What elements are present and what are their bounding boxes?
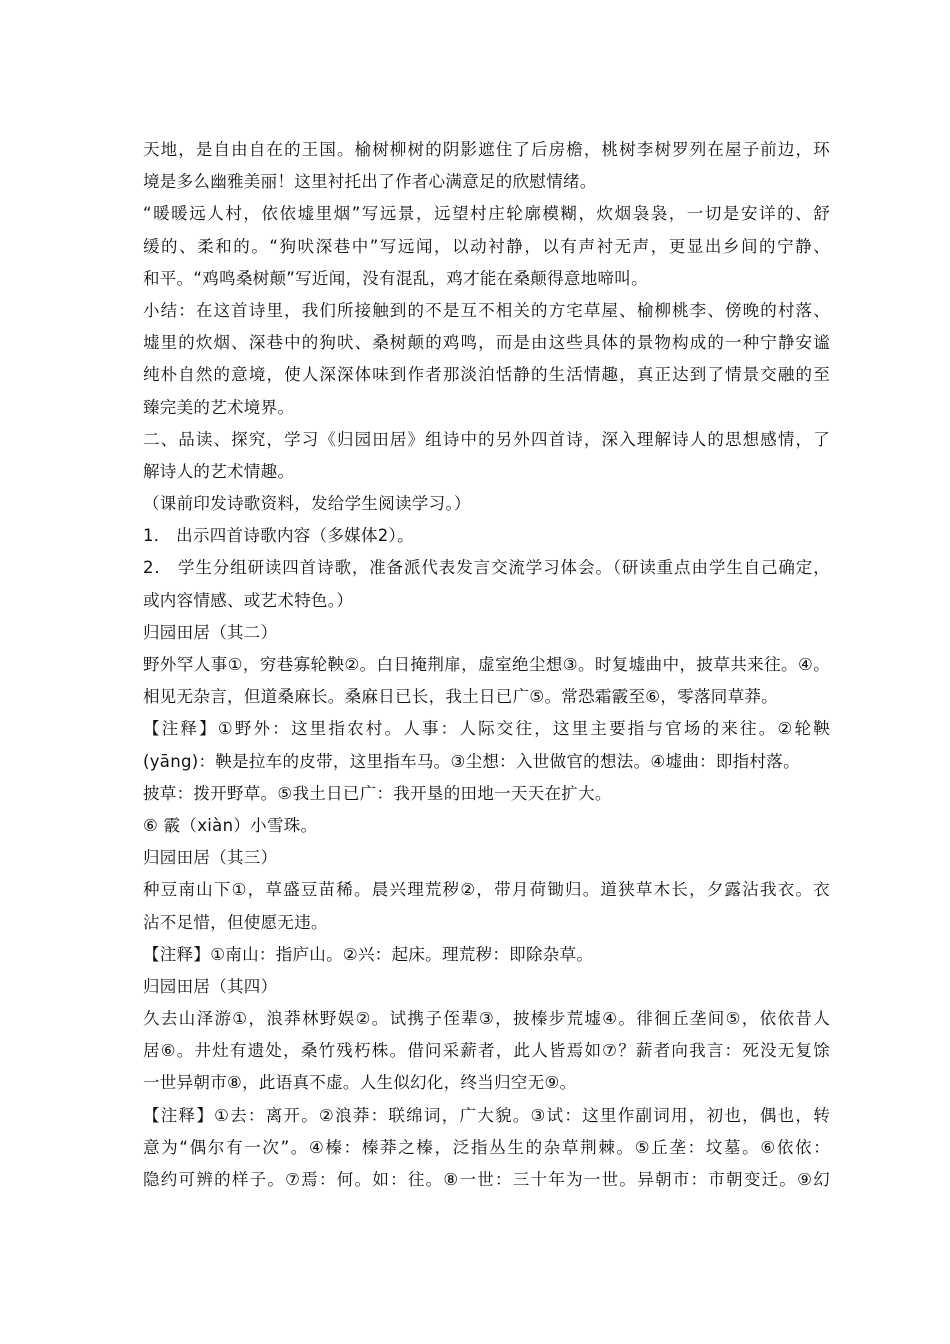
text-line: 野外罕人事①，穷巷寡轮鞅②。白日掩荆扉，虚室绝尘想③。时复墟曲中，披草共来往。④。: [143, 655, 830, 674]
text-line: 【注释】①南山：指庐山。②兴：起床。理荒秽：即除杂草。: [143, 944, 594, 964]
text-line: 披草：拨开野草。⑤我土日已广：我开垦的田地一天天在扩大。: [143, 783, 612, 803]
text-line: 【注释】①去：离开。②浪莽：联绵词，广大貌。③试：这里作副词用，初也，偶也，转: [143, 1105, 830, 1125]
text-line: 相见无杂言，但道桑麻长。桑麻日已长，我土日已广⑤。常恐霜霰至⑥，零落同草莽。: [143, 687, 778, 707]
text-line: 归园田居（其四）: [143, 976, 278, 996]
text-line: 解诗人的艺术情趣。: [143, 461, 295, 481]
text-line: 缓的、柔和的。“狗吠深巷中”写远闻，以动衬静，以有声衬无声，更显出乡间的宁静、: [143, 236, 830, 256]
text-line: 和平。“鸡鸣桑树颠”写近闻，没有混乱，鸡才能在桑颠得意地啼叫。: [143, 268, 648, 288]
text-line: 小结：在这首诗里，我们所接触到的不是互不相关的方宅草屋、榆柳桃李、傍晚的村落、: [143, 300, 830, 320]
text-line: 种豆南山下①，草盛豆苗稀。晨兴理荒秽②，带月荷锄归。道狭草木长，夕露沾我衣。衣: [143, 880, 830, 900]
text-line: 意为“偶尔有一次”。④榛：榛莽之榛，泛指丛生的杂草荆棘。⑤丘垄：坟墓。⑥依依：: [143, 1137, 830, 1157]
text-line: 隐约可辨的样子。⑦焉：何。如：往。⑧一世：三十年为一世。异朝市：市朝变迁。⑨幻: [143, 1170, 830, 1189]
text-line: 一世异朝市⑧，此语真不虚。人生似幻化，终当归空无⑨。: [143, 1073, 577, 1093]
text-line: 归园田居（其三）: [143, 848, 278, 868]
text-line: 1． 出示四首诗歌内容（多媒体2）。: [143, 526, 414, 546]
text-line: （课前印发诗歌资料，发给学生阅读学习。）: [143, 494, 471, 514]
text-line: 沾不足惜，但使愿无违。: [143, 912, 328, 932]
text-line: 墟里的炊烟、深巷中的狗吠、桑树颠的鸡鸣，而是由这些具体的景物构成的一种宁静安谧: [143, 333, 830, 353]
text-line: 境是多么幽雅美丽！这里衬托出了作者心满意足的欣慰情绪。: [143, 172, 597, 192]
text-line: ⑥ 霰（xiàn）小雪珠。: [143, 815, 318, 835]
text-line: “暖暖远人村，依依墟里烟”写远景，远望村庄轮廓模糊，炊烟袅袅，一切是安详的、舒: [143, 204, 830, 224]
text-line: 2． 学生分组研读四首诗歌，准备派代表发言交流学习体会。（研读重点由学生自己确定，: [143, 558, 830, 578]
text-line: 纯朴自然的意境，使人深深体味到作者那淡泊恬静的生活情趣，真正达到了情景交融的至: [143, 365, 830, 385]
text-line: 臻完美的艺术境界。: [143, 397, 295, 417]
text-line: 二、品读、探究，学习《归园田居》组诗中的另外四首诗，深入理解诗人的思想感情，了: [143, 429, 830, 449]
text-line: 天地，是自由自在的王国。榆树柳树的阴影遮住了后房檐，桃树李树罗列在屋子前边，环: [143, 140, 830, 159]
text-line: 【注释】①野外：这里指农村。人事：人际交往，这里主要指与官场的来往。②轮鞅: [143, 719, 830, 739]
text-line: 居⑥。井灶有遗处，桑竹残朽株。借问采薪者，此人皆焉如⑦？薪者向我言：死没无复馀: [143, 1041, 830, 1061]
text-line: 或内容情感、或艺术特色。）: [143, 590, 354, 610]
text-line: 久去山泽游①，浪莽林野娱②。试携子侄辈③，披榛步荒墟④。徘徊丘垄间⑤，依依昔人: [143, 1009, 830, 1029]
text-line: (yāng)：鞅是拉车的皮带，这里指车马。③尘想：入世做官的想法。④墟曲：即指村落。: [143, 751, 800, 771]
text-line: 归园田居（其二）: [143, 622, 278, 642]
